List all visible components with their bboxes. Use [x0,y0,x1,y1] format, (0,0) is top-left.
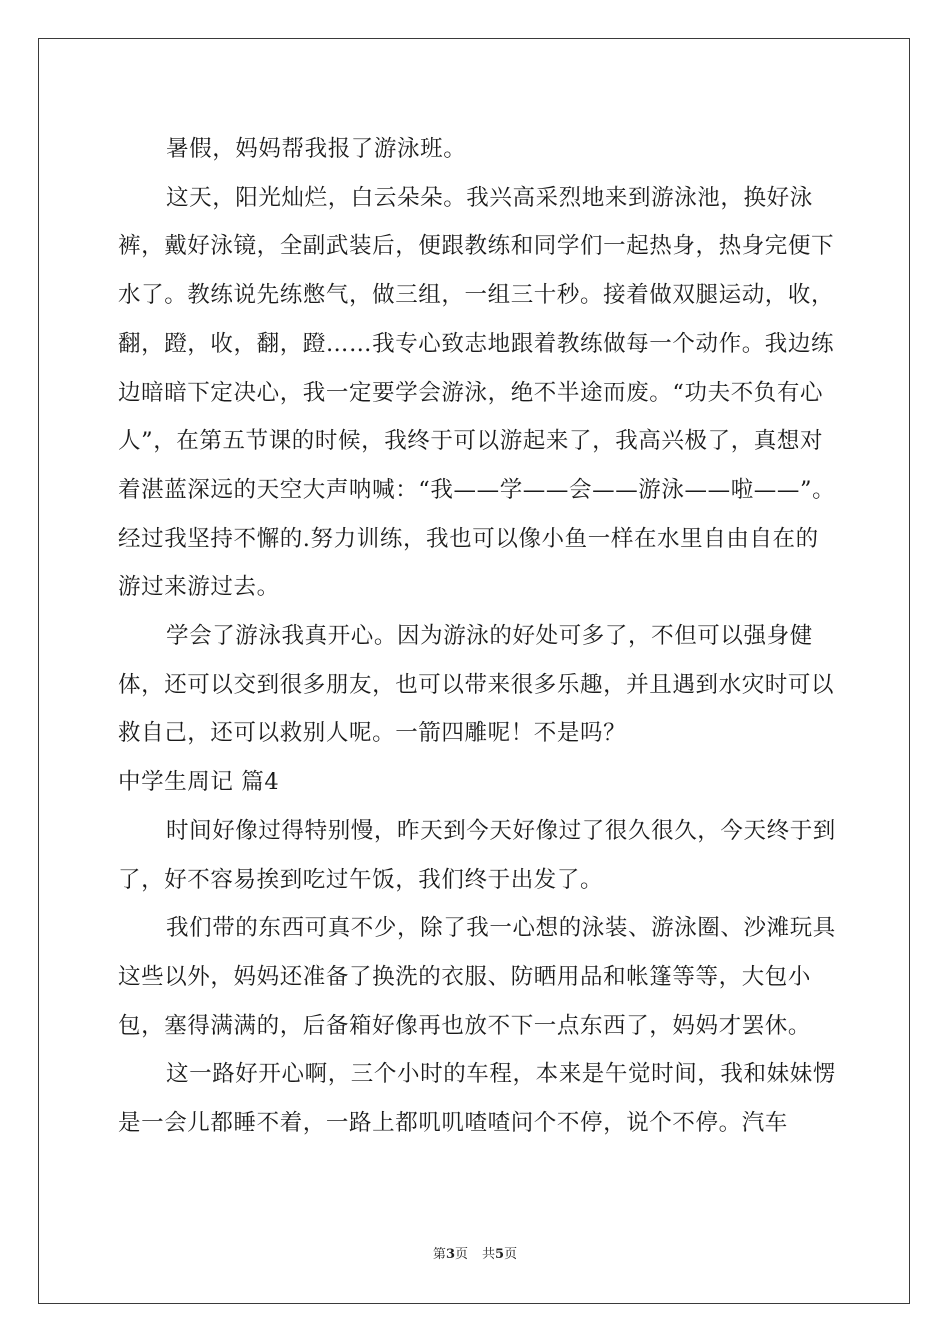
total-page-count: 5 [495,1247,505,1262]
section-heading: 中学生周记 篇4 [118,769,280,796]
total-prefix: 共 [482,1247,496,1262]
document-body [118,125,840,1148]
paragraph-6: 这一路好开心啊，三个小时的车程，本来是午觉时间，我和妹妹愣是一会儿都睡不着，一路上都叽叽喳喳问个不停，说个不停。汽车 [118,1061,836,1137]
paragraph-1: 暑假，妈妈帮我报了游泳班。 [166,136,467,162]
page-prefix: 第 [432,1247,446,1262]
total-suffix: 页 [504,1247,518,1262]
page-footer [0,1246,950,1264]
page-suffix: 页 [454,1247,468,1262]
paragraph-2: 这天，阳光灿烂，白云朵朵。我兴高采烈地来到游泳池，换好泳裤，戴好泳镜，全副武装后，便跟教练和同学们一起热身，热身完便下水了。教练说先练憋气，做三组，一组三十秒。接着做双腿运动，收，翻，蹬，收，翻，蹬……我专心致志地跟着教练做每一个动作。我边练边暗暗下定决心，我一定要学会游泳，绝不半途而废。“功夫不负有心人”，在第五节课的时候，我终于可以游起来了，我高兴极了，真想对着湛蓝深远的天空大声呐喊：“我——学——会——游泳——啦——”。经过我坚持不懈的.努力训练，我也可以像小鱼一样在水里自由自在的游过来游过去。 [118,184,836,601]
paragraph-5: 我们带的东西可真不少，除了我一心想的泳装、游泳圈、沙滩玩具这些以外，妈妈还准备了换洗的衣服、防晒用品和帐篷等等，大包小包，塞得满满的，后备箱好像再也放不下一点东西了，妈妈才罢休。 [118,915,836,1039]
paragraph-3: 学会了游泳我真开心。因为游泳的好处可多了，不但可以强身健体，还可以交到很多朋友，也可以带来很多乐趣，并且遇到水灾时可以救自己，还可以救别人呢。一箭四雕呢！不是吗？ [118,623,835,747]
paragraph-4: 时间好像过得特别慢，昨天到今天好像过了很久很久，今天终于到了，好不容易挨到吃过午饭，我们终于出发了。 [118,817,836,893]
current-page-number: 3 [445,1247,455,1262]
